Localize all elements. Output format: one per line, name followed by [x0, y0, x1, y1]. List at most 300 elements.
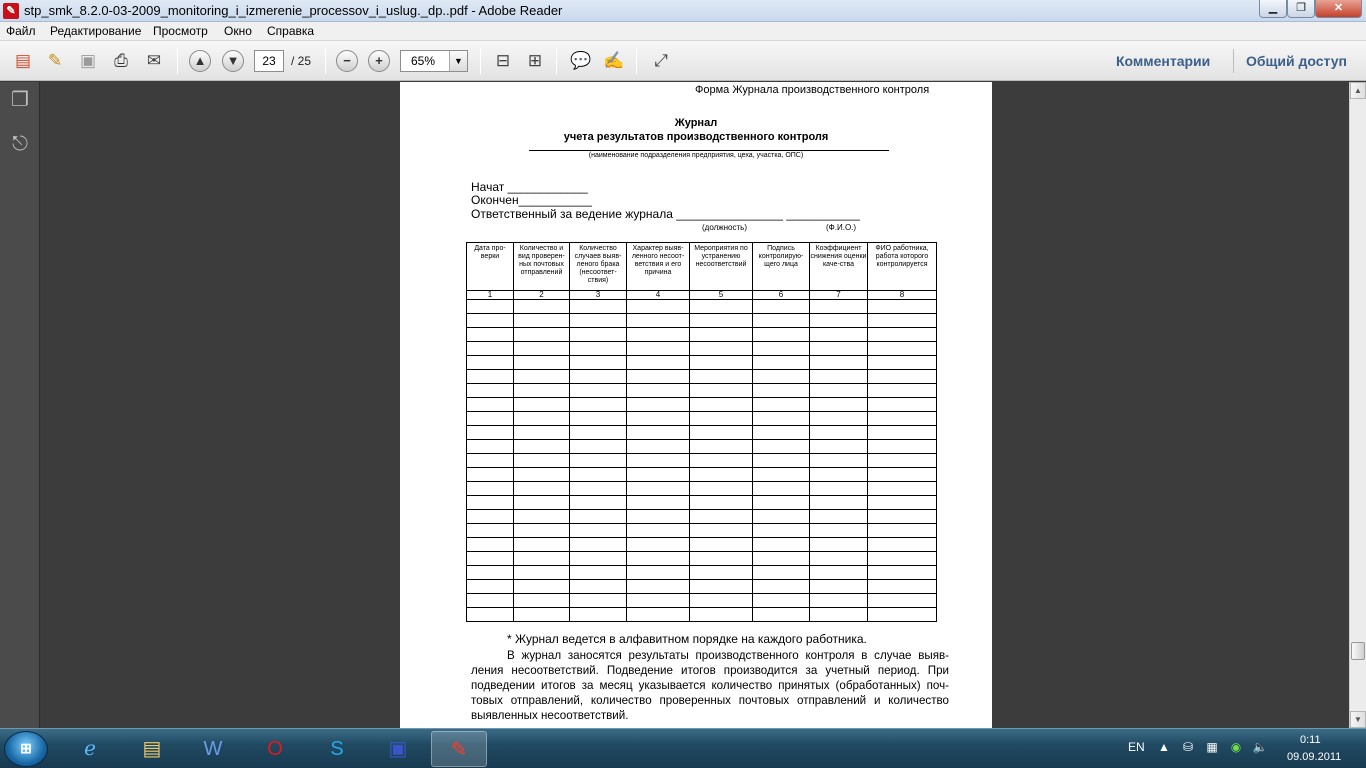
- table-cell: [868, 510, 937, 524]
- menu-window[interactable]: Окно: [224, 24, 252, 38]
- table-cell: [753, 328, 810, 342]
- table-cell: [514, 468, 570, 482]
- table-cell: [753, 300, 810, 314]
- table-row: [467, 300, 937, 314]
- table-cell: [810, 398, 868, 412]
- journal-subtitle: учета результатов производственного контроля: [563, 131, 829, 143]
- maximize-icon: ❐: [1296, 2, 1306, 14]
- body-paragraph: В журнал заносятся результаты производственного контроля в случае выяв-ления несоответствий. Подведение итогов производится за учетный период. При подведении итогов за месяц указывается количество принятых (обработанных) поч-товых отправлений, количество проверенных почтовых отправлений и количество выявленных несоответствий.: [471, 649, 949, 722]
- table-cell: [810, 356, 868, 370]
- table-cell: [514, 370, 570, 384]
- column-number: 1: [467, 291, 514, 300]
- table-cell: [514, 300, 570, 314]
- column-number: 2: [514, 291, 570, 300]
- clock-date[interactable]: 09.09.2011: [1287, 751, 1342, 763]
- table-cell: [467, 552, 514, 566]
- column-number: 4: [627, 291, 690, 300]
- table-cell: [690, 580, 753, 594]
- document-view[interactable]: [41, 82, 1349, 728]
- table-cell: [570, 468, 627, 482]
- form-label: Форма Журнала производственного контроля: [695, 84, 930, 96]
- table-row: [467, 594, 937, 608]
- table-cell: [570, 412, 627, 426]
- table-cell: [690, 426, 753, 440]
- email-icon[interactable]: ✉: [146, 51, 162, 70]
- table-cell: [868, 300, 937, 314]
- table-row: [467, 538, 937, 552]
- volume-icon[interactable]: 🔈: [1252, 740, 1268, 754]
- internet-explorer-icon[interactable]: ℯ: [84, 738, 96, 760]
- table-cell: [868, 314, 937, 328]
- next-page-button[interactable]: [222, 50, 244, 72]
- table-cell: [868, 328, 937, 342]
- table-cell: [627, 482, 690, 496]
- table-cell: [467, 356, 514, 370]
- table-cell: [514, 594, 570, 608]
- table-cell: [868, 580, 937, 594]
- table-cell: [753, 356, 810, 370]
- table-cell: [467, 524, 514, 538]
- table-cell: [627, 538, 690, 552]
- table-cell: [467, 510, 514, 524]
- table-cell: [627, 468, 690, 482]
- position-note: (должность): [702, 223, 747, 232]
- table-cell: [514, 398, 570, 412]
- column-header: Коэффициент снижения оценки каче-ства: [810, 243, 868, 291]
- table-cell: [514, 482, 570, 496]
- table-cell: [868, 342, 937, 356]
- navigation-pane: [0, 82, 40, 728]
- table-cell: [753, 314, 810, 328]
- table-cell: [690, 300, 753, 314]
- table-cell: [627, 510, 690, 524]
- table-cell: [810, 538, 868, 552]
- table-cell: [627, 412, 690, 426]
- table-cell: [467, 384, 514, 398]
- comments-pane-button[interactable]: Комментарии: [1116, 53, 1211, 69]
- column-number: 3: [570, 291, 627, 300]
- table-cell: [690, 356, 753, 370]
- table-cell: [627, 328, 690, 342]
- table-row: [467, 440, 937, 454]
- table-cell: [570, 524, 627, 538]
- table-cell: [868, 538, 937, 552]
- table-cell: [467, 468, 514, 482]
- windows-logo-icon: ⊞: [20, 740, 32, 756]
- table-row: [467, 496, 937, 510]
- table-cell: [627, 426, 690, 440]
- table-cell: [467, 566, 514, 580]
- table-cell: [753, 566, 810, 580]
- column-number: 8: [868, 291, 937, 300]
- column-header: Мероприятия по устранению несоответствий: [690, 243, 753, 291]
- table-cell: [467, 608, 514, 622]
- journal-title: Журнал: [674, 117, 718, 129]
- table-cell: [810, 580, 868, 594]
- table-cell: [627, 370, 690, 384]
- table-cell: [868, 370, 937, 384]
- table-cell: [753, 440, 810, 454]
- create-pdf-icon[interactable]: ▤: [14, 51, 32, 70]
- table-cell: [514, 538, 570, 552]
- table-cell: [810, 482, 868, 496]
- dept-note: (наименование подразделения предприятия, цеха, участка, ОПС): [588, 152, 804, 159]
- table-cell: [868, 440, 937, 454]
- dept-underline: [529, 150, 889, 151]
- table-cell: [627, 594, 690, 608]
- table-cell: [810, 370, 868, 384]
- table-cell: [868, 524, 937, 538]
- table-cell: [627, 454, 690, 468]
- table-cell: [514, 608, 570, 622]
- table-row: [467, 468, 937, 482]
- table-cell: [570, 594, 627, 608]
- table-cell: [467, 454, 514, 468]
- table-cell: [514, 356, 570, 370]
- table-cell: [514, 384, 570, 398]
- table-cell: [467, 594, 514, 608]
- skype-icon[interactable]: S: [330, 738, 344, 760]
- start-field: Начат ____________: [471, 180, 588, 194]
- chevron-down-icon[interactable]: ▼: [449, 51, 467, 71]
- table-cell: [627, 552, 690, 566]
- table-cell: [868, 482, 937, 496]
- table-row: [467, 370, 937, 384]
- highlight-icon[interactable]: ✍: [603, 51, 625, 70]
- table-row: [467, 412, 937, 426]
- journal-table: [466, 242, 937, 622]
- network-icon[interactable]: ▦: [1206, 740, 1218, 754]
- column-number-row: [467, 291, 937, 300]
- table-cell: [467, 580, 514, 594]
- table-cell: [690, 370, 753, 384]
- table-cell: [467, 314, 514, 328]
- table-cell: [514, 328, 570, 342]
- column-header: Подпись контролирую-щего лица: [753, 243, 810, 291]
- table-cell: [690, 608, 753, 622]
- table-cell: [810, 496, 868, 510]
- minus-icon: −: [343, 53, 351, 68]
- table-cell: [514, 342, 570, 356]
- table-cell: [810, 608, 868, 622]
- table-row: [467, 608, 937, 622]
- table-header-row: [467, 243, 937, 291]
- file-explorer-icon[interactable]: ▤: [142, 738, 162, 760]
- table-cell: [570, 398, 627, 412]
- previous-page-button[interactable]: [189, 50, 211, 72]
- table-cell: [690, 398, 753, 412]
- table-cell: [514, 454, 570, 468]
- scroll-thumb[interactable]: [1351, 642, 1365, 660]
- zoom-value: 65%: [411, 54, 436, 68]
- table-cell: [690, 384, 753, 398]
- page-total: / 25: [291, 54, 312, 68]
- table-cell: [810, 412, 868, 426]
- table-cell: [570, 510, 627, 524]
- table-cell: [690, 328, 753, 342]
- maximize-button[interactable]: [1287, 0, 1315, 18]
- table-row: [467, 426, 937, 440]
- table-cell: [570, 440, 627, 454]
- table-cell: [868, 608, 937, 622]
- table-cell: [570, 328, 627, 342]
- toolbar-separator: [480, 48, 481, 74]
- table-cell: [753, 370, 810, 384]
- pages-icon[interactable]: ❐: [11, 89, 29, 111]
- table-cell: [690, 524, 753, 538]
- table-cell: [810, 552, 868, 566]
- table-row: [467, 482, 937, 496]
- table-cell: [514, 412, 570, 426]
- table-cell: [868, 552, 937, 566]
- table-cell: [514, 496, 570, 510]
- table-cell: [627, 580, 690, 594]
- table-cell: [753, 412, 810, 426]
- table-cell: [514, 580, 570, 594]
- table-cell: [514, 440, 570, 454]
- table-cell: [690, 440, 753, 454]
- menu-help[interactable]: Справка: [267, 24, 315, 38]
- table-cell: [810, 594, 868, 608]
- table-row: [467, 566, 937, 580]
- table-cell: [690, 566, 753, 580]
- table-cell: [810, 566, 868, 580]
- table-cell: [570, 580, 627, 594]
- table-cell: [467, 300, 514, 314]
- menu-view[interactable]: Просмотр: [153, 24, 208, 38]
- table-cell: [627, 384, 690, 398]
- menu-bar: [0, 22, 1366, 41]
- table-cell: [868, 384, 937, 398]
- vertical-scrollbar[interactable]: [1349, 82, 1366, 728]
- table-cell: [810, 510, 868, 524]
- table-row: [467, 510, 937, 524]
- responsible-field: Ответственный за ведение журнала ________________ ___________: [471, 207, 860, 221]
- column-header: Характер выяв-ленного несоот-ветствия и его причина: [627, 243, 690, 291]
- table-cell: [690, 510, 753, 524]
- save-disk-icon[interactable]: ▣: [388, 738, 408, 760]
- adobe-reader-icon[interactable]: ✎: [431, 731, 487, 767]
- usb-device-icon[interactable]: ⛁: [1182, 740, 1194, 754]
- table-cell: [514, 314, 570, 328]
- fit-page-icon[interactable]: ⊟: [495, 51, 511, 70]
- page-number-input[interactable]: 23: [254, 50, 284, 72]
- table-cell: [627, 608, 690, 622]
- table-cell: [627, 440, 690, 454]
- toolbar-separator: [556, 48, 557, 74]
- arrow-down-icon: ▼: [226, 53, 240, 68]
- arrow-up-icon: ▲: [193, 53, 207, 68]
- table-cell: [868, 468, 937, 482]
- menu-file[interactable]: Файл: [6, 24, 36, 38]
- toolbar: [0, 41, 1366, 81]
- table-cell: [753, 510, 810, 524]
- language-indicator[interactable]: EN: [1128, 740, 1145, 754]
- table-cell: [514, 552, 570, 566]
- pdf-page: [400, 82, 992, 728]
- clock-time[interactable]: 0:11: [1300, 734, 1321, 746]
- zoom-out-button[interactable]: [336, 50, 358, 72]
- table-cell: [570, 566, 627, 580]
- antivirus-icon[interactable]: ◉: [1230, 740, 1242, 754]
- table-cell: [570, 370, 627, 384]
- start-button[interactable]: [4, 731, 48, 767]
- table-cell: [810, 300, 868, 314]
- table-row: [467, 580, 937, 594]
- scroll-down-arrow-icon[interactable]: ▼: [1350, 711, 1366, 728]
- table-cell: [810, 342, 868, 356]
- table-cell: [753, 594, 810, 608]
- toolbar-separator: [325, 48, 326, 74]
- table-cell: [570, 608, 627, 622]
- table-cell: [570, 384, 627, 398]
- toolbar-separator: [1233, 49, 1234, 73]
- table-cell: [627, 300, 690, 314]
- column-header: Количество и вид проверен-ных почтовых отправлений: [514, 243, 570, 291]
- table-cell: [753, 482, 810, 496]
- table-row: [467, 328, 937, 342]
- table-cell: [810, 524, 868, 538]
- table-cell: [570, 552, 627, 566]
- comment-icon[interactable]: 💬: [570, 51, 592, 70]
- table-cell: [570, 426, 627, 440]
- column-header: ФИО работника, работа которого контролируется: [868, 243, 937, 291]
- table-cell: [467, 328, 514, 342]
- toolbar-separator: [636, 48, 637, 74]
- table-cell: [570, 454, 627, 468]
- footnote: * Журнал ведется в алфавитном порядке на каждого работника.: [507, 632, 867, 646]
- table-cell: [627, 566, 690, 580]
- table-cell: [690, 468, 753, 482]
- table-cell: [690, 552, 753, 566]
- column-header: Количество случаев выяв-леного брака (несоответ-ствия): [570, 243, 627, 291]
- table-cell: [570, 300, 627, 314]
- plus-icon: +: [375, 53, 383, 68]
- zoom-select[interactable]: [400, 50, 468, 72]
- table-cell: [467, 342, 514, 356]
- column-number: 6: [753, 291, 810, 300]
- table-cell: [690, 482, 753, 496]
- table-cell: [868, 426, 937, 440]
- table-cell: [690, 496, 753, 510]
- opera-icon[interactable]: O: [267, 738, 283, 760]
- zoom-in-button[interactable]: [368, 50, 390, 72]
- table-cell: [627, 398, 690, 412]
- show-hidden-icons-icon[interactable]: ▲: [1158, 740, 1170, 754]
- table-cell: [570, 482, 627, 496]
- table-cell: [690, 314, 753, 328]
- table-cell: [514, 524, 570, 538]
- table-cell: [753, 608, 810, 622]
- table-cell: [514, 510, 570, 524]
- taskbar: [0, 728, 1366, 768]
- word-icon[interactable]: W: [203, 738, 223, 760]
- share-pane-button[interactable]: Общий доступ: [1246, 53, 1347, 69]
- fullscreen-icon[interactable]: ⤢: [654, 51, 668, 70]
- fio-note: (Ф.И.О.): [826, 223, 857, 232]
- table-cell: [570, 538, 627, 552]
- table-cell: [570, 342, 627, 356]
- table-cell: [753, 384, 810, 398]
- save-icon[interactable]: ▣: [79, 51, 97, 70]
- table-cell: [810, 468, 868, 482]
- column-number: 7: [810, 291, 868, 300]
- table-row: [467, 524, 937, 538]
- table-cell: [753, 398, 810, 412]
- table-cell: [868, 566, 937, 580]
- table-cell: [690, 342, 753, 356]
- table-row: [467, 356, 937, 370]
- table-row: [467, 384, 937, 398]
- table-cell: [627, 496, 690, 510]
- edit-pdf-icon[interactable]: ✎: [47, 51, 63, 70]
- table-cell: [868, 398, 937, 412]
- table-cell: [868, 594, 937, 608]
- table-cell: [810, 426, 868, 440]
- menu-edit[interactable]: Редактирование: [50, 24, 142, 38]
- table-cell: [690, 454, 753, 468]
- end-field: Окончен___________: [471, 193, 592, 207]
- scroll-up-arrow-icon[interactable]: ▲: [1350, 82, 1366, 99]
- table-row: [467, 342, 937, 356]
- table-cell: [514, 426, 570, 440]
- table-cell: [467, 440, 514, 454]
- table-cell: [467, 482, 514, 496]
- pdf-icon: ✎: [3, 3, 19, 19]
- table-cell: [690, 594, 753, 608]
- window-title: stp_smk_8.2.0-03-2009_monitoring_i_izmerenie_processov_i_uslug._dp..pdf - Adobe Reader: [24, 3, 563, 18]
- table-cell: [467, 398, 514, 412]
- table-cell: [810, 454, 868, 468]
- table-cell: [810, 328, 868, 342]
- column-header: Дата про-верки: [467, 243, 514, 291]
- table-cell: [868, 356, 937, 370]
- table-cell: [753, 552, 810, 566]
- table-cell: [810, 314, 868, 328]
- table-cell: [467, 412, 514, 426]
- table-cell: [868, 496, 937, 510]
- title-bar: [0, 0, 1366, 22]
- table-cell: [627, 356, 690, 370]
- toolbar-separator: [177, 48, 178, 74]
- table-row: [467, 552, 937, 566]
- table-cell: [627, 314, 690, 328]
- table-cell: [753, 454, 810, 468]
- fit-width-icon[interactable]: ⊞: [527, 51, 543, 70]
- minimize-icon: ▁: [1268, 2, 1278, 14]
- table-cell: [753, 496, 810, 510]
- minimize-button[interactable]: [1259, 0, 1287, 18]
- column-number: 5: [690, 291, 753, 300]
- print-icon[interactable]: ⎙: [114, 51, 128, 70]
- table-cell: [627, 342, 690, 356]
- table-cell: [753, 342, 810, 356]
- close-button[interactable]: [1315, 0, 1362, 18]
- table-cell: [570, 314, 627, 328]
- close-icon: ✕: [1333, 2, 1344, 14]
- table-cell: [753, 426, 810, 440]
- table-row: [467, 398, 937, 412]
- table-row: [467, 454, 937, 468]
- table-cell: [753, 538, 810, 552]
- table-cell: [868, 412, 937, 426]
- table-cell: [627, 524, 690, 538]
- table-cell: [467, 496, 514, 510]
- table-cell: [467, 538, 514, 552]
- attachments-icon[interactable]: ⎋: [12, 133, 28, 155]
- table-cell: [570, 496, 627, 510]
- table-cell: [467, 370, 514, 384]
